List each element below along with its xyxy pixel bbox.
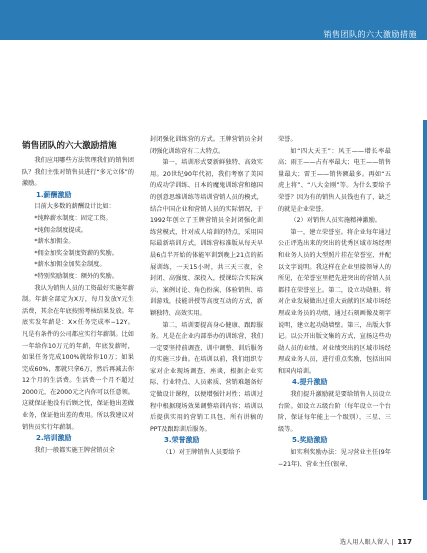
magazine-section: 选人用人眼人留人: [339, 539, 390, 546]
page-edge-bar: [423, 120, 427, 500]
paragraph: （1）对王牌销售人员要给予: [162, 449, 241, 457]
column-2: [150, 134, 263, 459]
paragraph: 第一，培训形式要新鲜独特、高效实用。20世纪90年代初，我们考察了美国的成功学训练、日本的魔鬼训练营和德国的创意思维训练等培训营销人员的模式，结合中国企业和营销人员的实际情况，于1992年创立了王牌营销员全封闭强化训练营模式，针对成人培训的特点，采用国际最新培训方式，训练营标准版从每天早晨6点半开始的体能军训到晚上21点的拓展训练，一天15小时，共三天三夜，全封闭、高强度、深投入，授课综合实际演示、案例讨论、角色扮演、体验销售、培训游戏，技能讲授等高度互动的方式，新颖独特、高效实用。: [150, 159, 263, 317]
paragraph: 第二，培训要提高身心健康、跟踪服务。凡是在企业内部举办的训练营，我们一定要坚持前调查、训中调整、训后服务的实施三步曲。在培训以前，我们组织专家对企业现场调查、座谈，根据企业实际、行业特点、人员素质、营销难题备好定做设计课程，以便增强针对性；培训过程中根据现场效果调整培训内容；培训以后提供实用的营销工具包、所有讲稿的PPT及跟踪训后服务。: [150, 321, 263, 433]
list-item: *薪水加佣金。: [34, 238, 75, 246]
list-item: *纯佣金制度提成。: [34, 226, 87, 234]
list-item: *纯粹薪水制度：固定工资。: [34, 214, 112, 222]
list-item: *佣金加奖金制度资薪的奖励。: [34, 249, 118, 257]
paragraph: 我们提升激励就是要给销售人员设立台阶。如设立五级台阶（每年设立一个台阶，保证每年能上一个级别），三星、三级等。: [278, 391, 391, 433]
paragraph: 我认为销售人员的工资最好实施年薪制。年薪全部定为X万，每月发放Y元生活费，其余在年底按照考核结果发放。年底实发年薪是：X×任务完成率−12Y。凡是有条件的公司都应实行年薪制。比如一年给你10万元的年薪，年底发薪时，如果任务完成100%就给你10万；如果完成60%，那就只拿6万，然后再减去你12个月的生活费。生活费一个月不超过2000元，在2000元之内你可以任意领。这就保证他没有后顾之忧，保证他出差做业务，保证他出差的费用。所以我建议对销售员实行年薪制。: [22, 284, 134, 431]
footer-separator: |: [391, 539, 394, 546]
list-item: *薪水加佣金加奖金制度。: [34, 261, 106, 269]
paragraph: 目前大多数的薪酬设计比如：: [34, 203, 115, 211]
paragraph: 荣誉。: [278, 136, 297, 143]
paragraph: 如“四大天王”：风王——增长率最高；雨王——占有率最大；电王——销售量最大；雷王——销售额最多。再如“五虎上将”、“八大金刚”等。为什么要给予荣誉？因为有的销售人员钱也有了，缺乏的就是企业荣誉。: [278, 147, 391, 213]
section-heading: 2.培训激励: [36, 434, 72, 443]
article-title: 销售团队的六大激励措施: [22, 141, 117, 151]
paragraph: 我们一般都实施王牌营销员全: [34, 446, 115, 454]
running-header-title: 销售团队的六大激励措施: [323, 30, 417, 39]
column-3: [278, 134, 391, 470]
section-heading: 3.荣誉激励: [164, 436, 200, 445]
paragraph: 如实利奖励办法：见习营业主任(9年−21年)、营业主任(银章、: [278, 449, 391, 468]
paragraph: 封闭强化训练营的方式。王牌营销员全封闭强化训练营有二大特点。: [150, 136, 263, 155]
page-footer: [300, 537, 412, 546]
section-heading: 4.提升激励: [292, 378, 328, 387]
paragraph: 第一，建立荣誉室。将企业每年通过公正评选出来的突出的优秀区域市场经理和业务人员的大型照片挂在荣誉室，并配以文字说明。我这样在企业里接领导人的所见，在荣誉室里把先进突出的营销人员都挂在荣誉室上。第二，设立功勋册。将对企业发展做出过重大贡献的区域市场经理或业务员的功绩，通过石刻画像及刻字说明，建立起功勋墙壁。第三，出版大事记。以公开出版文集的方式，宣扬这些功勋人员的业绩。对业绩突出的区域市场经理或业务人员，进行重点奖励，包括出国和国内培训。: [278, 228, 391, 375]
paragraph: 我们应用哪些方法管理我们的销售团队？我们主张对销售员进行“多元立体”的激励。: [22, 157, 134, 188]
section-heading: 5.奖励激励: [292, 436, 328, 445]
section-heading: 1.薪酬激励: [36, 190, 72, 199]
list-item: *特别奖励制度：额外的奖励。: [34, 272, 118, 280]
page-number: 117: [397, 538, 412, 546]
paragraph: （2）对销售人员实施精神激励。: [290, 217, 381, 225]
column-1: [22, 134, 134, 456]
